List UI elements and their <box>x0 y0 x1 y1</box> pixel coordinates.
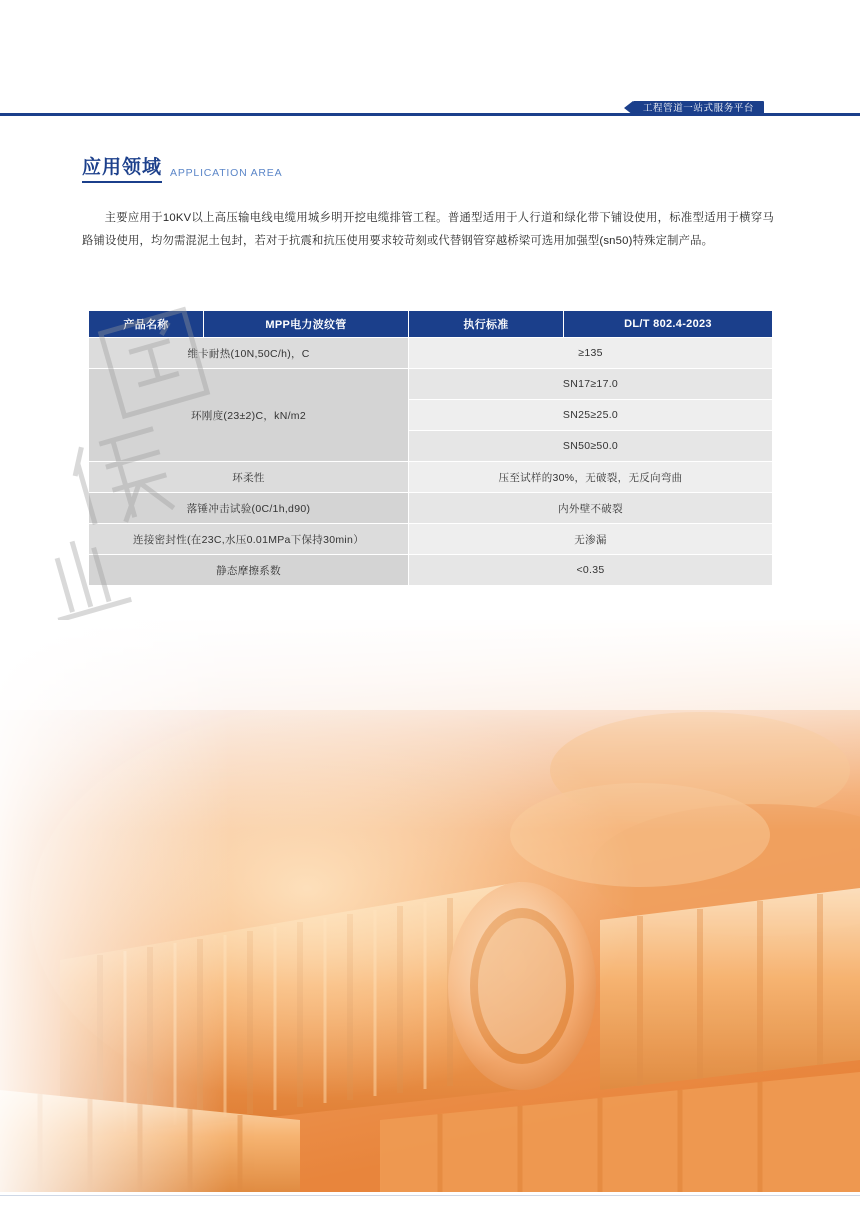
header-tagline: 工程管道一站式服务平台 <box>633 101 764 116</box>
table-cell-value: SN25≥25.0 <box>409 400 773 431</box>
footer-divider <box>0 1195 860 1196</box>
table-row <box>89 369 773 400</box>
table-cell-property: 环柔性 <box>89 462 409 493</box>
table-row <box>89 493 773 524</box>
table-row <box>89 338 773 369</box>
table-cell-property: 静态摩擦系数 <box>89 555 409 586</box>
table-header-cell: MPP电力波纹管 <box>204 311 409 338</box>
table-cell-value: SN50≥50.0 <box>409 431 773 462</box>
table-cell-value: <0.35 <box>409 555 773 586</box>
table-cell-property: 连接密封性(在23C,水压0.01MPa下保持30min） <box>89 524 409 555</box>
table-cell-property: 落锤冲击试验(0C/1h,d90) <box>89 493 409 524</box>
table-row <box>89 524 773 555</box>
table-cell-value: 内外壁不破裂 <box>409 493 773 524</box>
table-cell-value: ≥135 <box>409 338 773 369</box>
spec-table <box>88 310 773 586</box>
table-header-cell: 产品名称 <box>89 311 204 338</box>
table-cell-property: 维卡耐热(10N,50C/h)，C <box>89 338 409 369</box>
table-header-row <box>89 311 773 338</box>
table-row <box>89 462 773 493</box>
page-title: 应用领域 <box>82 158 162 183</box>
table-cell-value: 压至试样的30%，无破裂，无反向弯曲 <box>409 462 773 493</box>
product-photo <box>0 620 860 1192</box>
table-header-cell: 执行标准 <box>409 311 564 338</box>
table-header-cell: DL/T 802.4-2023 <box>564 311 773 338</box>
page-title-en: APPLICATION AREA <box>170 166 283 179</box>
table-cell-value: 无渗漏 <box>409 524 773 555</box>
application-paragraph: 主要应用于10KV以上高压输电线电缆用城乡明开挖电缆排管工程。普通型适用于人行道和绿化带下铺设使用，标准型适用于横穿马路铺设使用，均勿需混泥土包封，若对于抗震和抗压使用要求较苛刻或代替钢管穿越桥梁可选用加强型(sn50)特殊定制产品。 <box>82 212 774 247</box>
table-row <box>89 555 773 586</box>
section-heading <box>82 158 282 183</box>
table-cell-value: SN17≥17.0 <box>409 369 773 400</box>
table-cell-property: 环刚度(23±2)C，kN/m2 <box>89 369 409 462</box>
